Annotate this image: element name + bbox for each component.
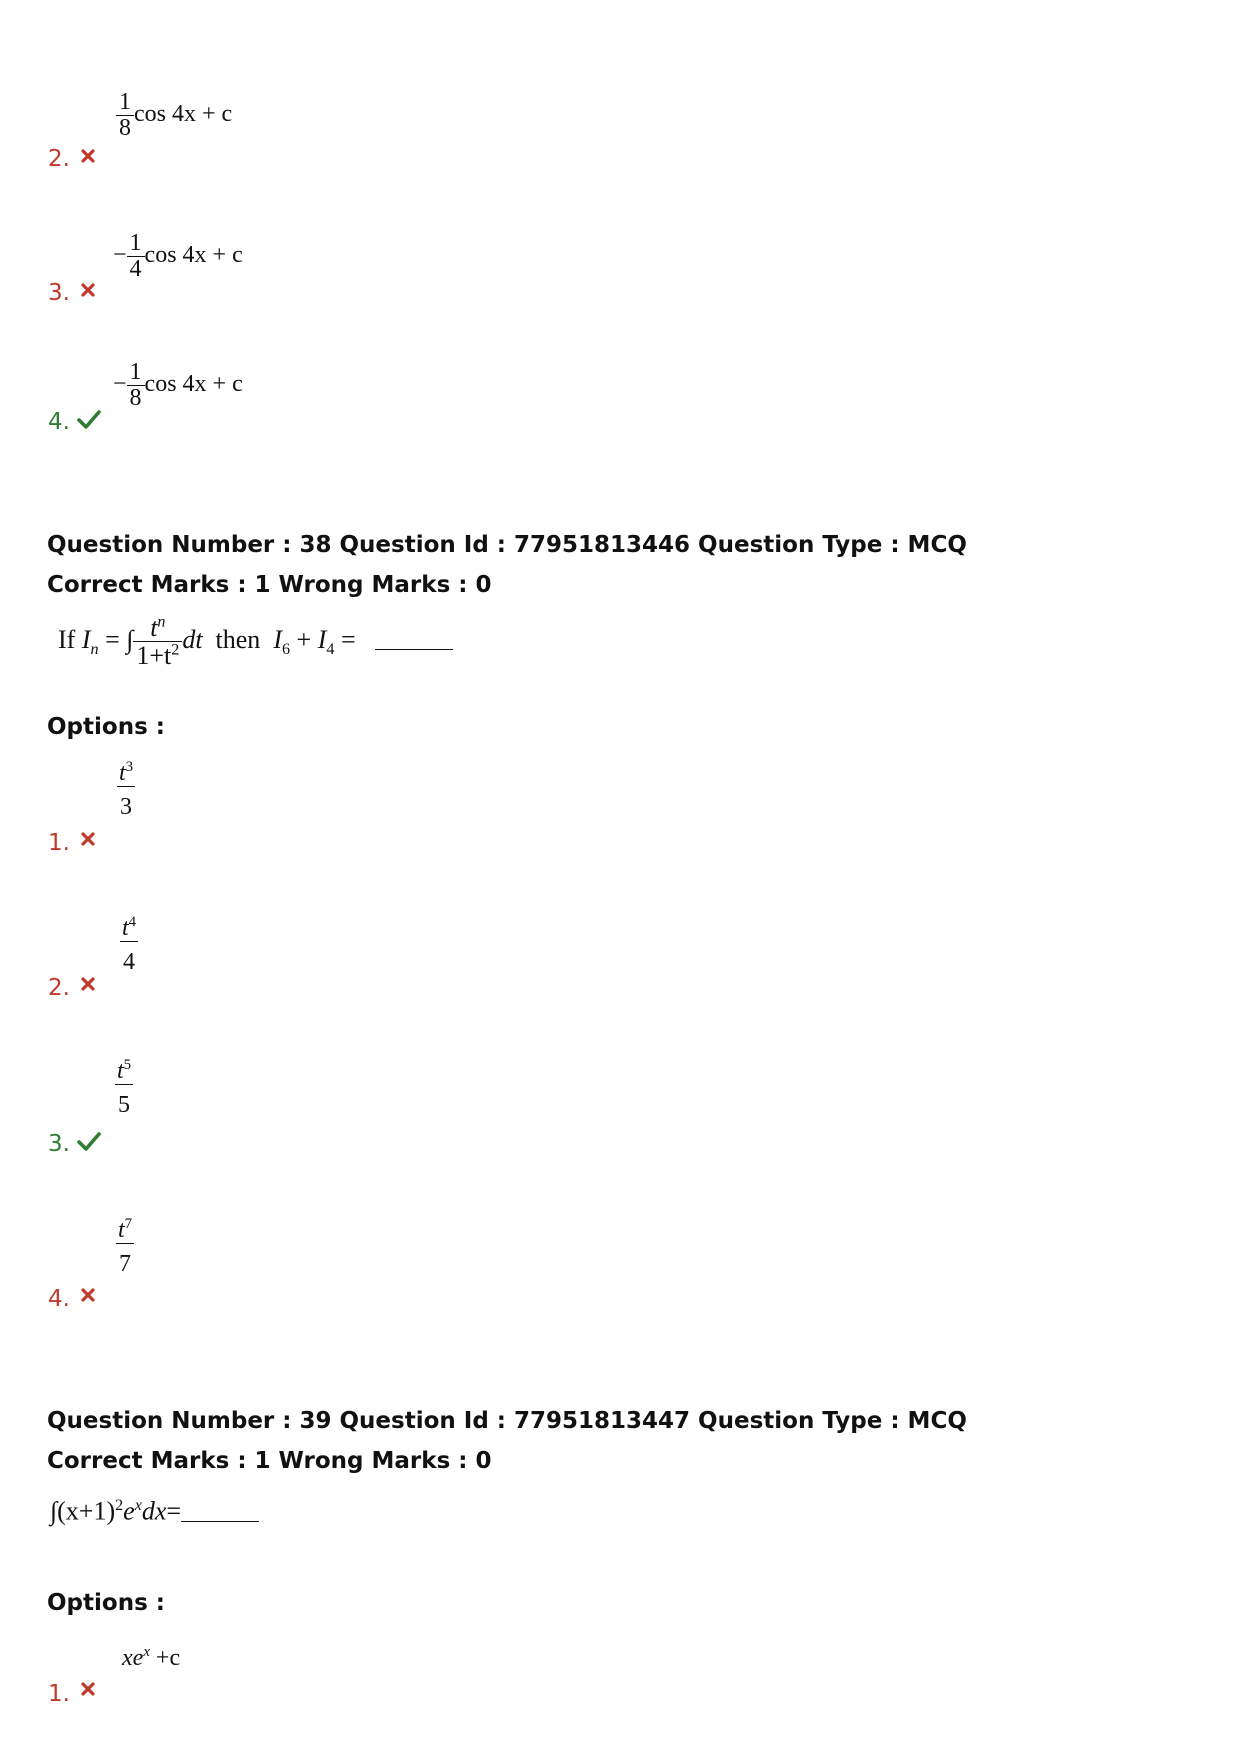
question-stem: If $I_n$ = ∫ $\frac{t^n}{1+t^2}$ dt then $I_6 + I_4$ = [58, 614, 453, 670]
check-icon [76, 1130, 102, 1152]
option-number: 2. [48, 975, 70, 1001]
option-formula: − $\frac{1}{4}$ cos 4x + c [113, 230, 243, 283]
cross-icon [80, 282, 96, 298]
question-header: Question Number : 38 Question Id : 77951813446 Question Type : MCQ [47, 532, 967, 558]
option-formula: $\frac{t^7}{7}$ [118, 1216, 133, 1278]
option-number: 1. [48, 830, 70, 856]
question-marks: Correct Marks : 1 Wrong Marks : 0 [47, 572, 492, 598]
option-formula: $\frac{1}{8}$ cos 4x + c [116, 90, 232, 141]
cross-icon [80, 831, 96, 847]
options-label: Options : [47, 714, 165, 740]
question-stem: $\int(x+1)^2e^xdx=$ [50, 1498, 259, 1525]
question-header: Question Number : 39 Question Id : 77951813447 Question Type : MCQ [47, 1408, 967, 1434]
question-marks: Correct Marks : 1 Wrong Marks : 0 [47, 1448, 492, 1474]
check-icon [76, 408, 102, 430]
cross-icon [80, 1287, 96, 1303]
options-label: Options : [47, 1590, 165, 1616]
option-formula: $\frac{t^3}{3}$ [119, 759, 134, 821]
option-number: 2. [48, 146, 70, 172]
option-number: 4. [48, 1286, 70, 1312]
option-number: 4. [48, 409, 70, 435]
option-formula: $\frac{t^4}{4}$ [122, 914, 137, 976]
answer-blank [375, 649, 453, 650]
option-formula: $xe^x +c$ [122, 1644, 181, 1671]
option-number: 3. [48, 280, 70, 306]
option-formula: $\frac{t^5}{5}$ [117, 1057, 132, 1119]
answer-blank [181, 1521, 259, 1522]
cross-icon [80, 148, 96, 164]
cross-icon [80, 1681, 96, 1697]
option-number: 3. [48, 1131, 70, 1157]
option-number: 1. [48, 1681, 70, 1707]
option-formula: − $\frac{1}{8}$ cos 4x + c [113, 359, 243, 412]
cross-icon [80, 976, 96, 992]
